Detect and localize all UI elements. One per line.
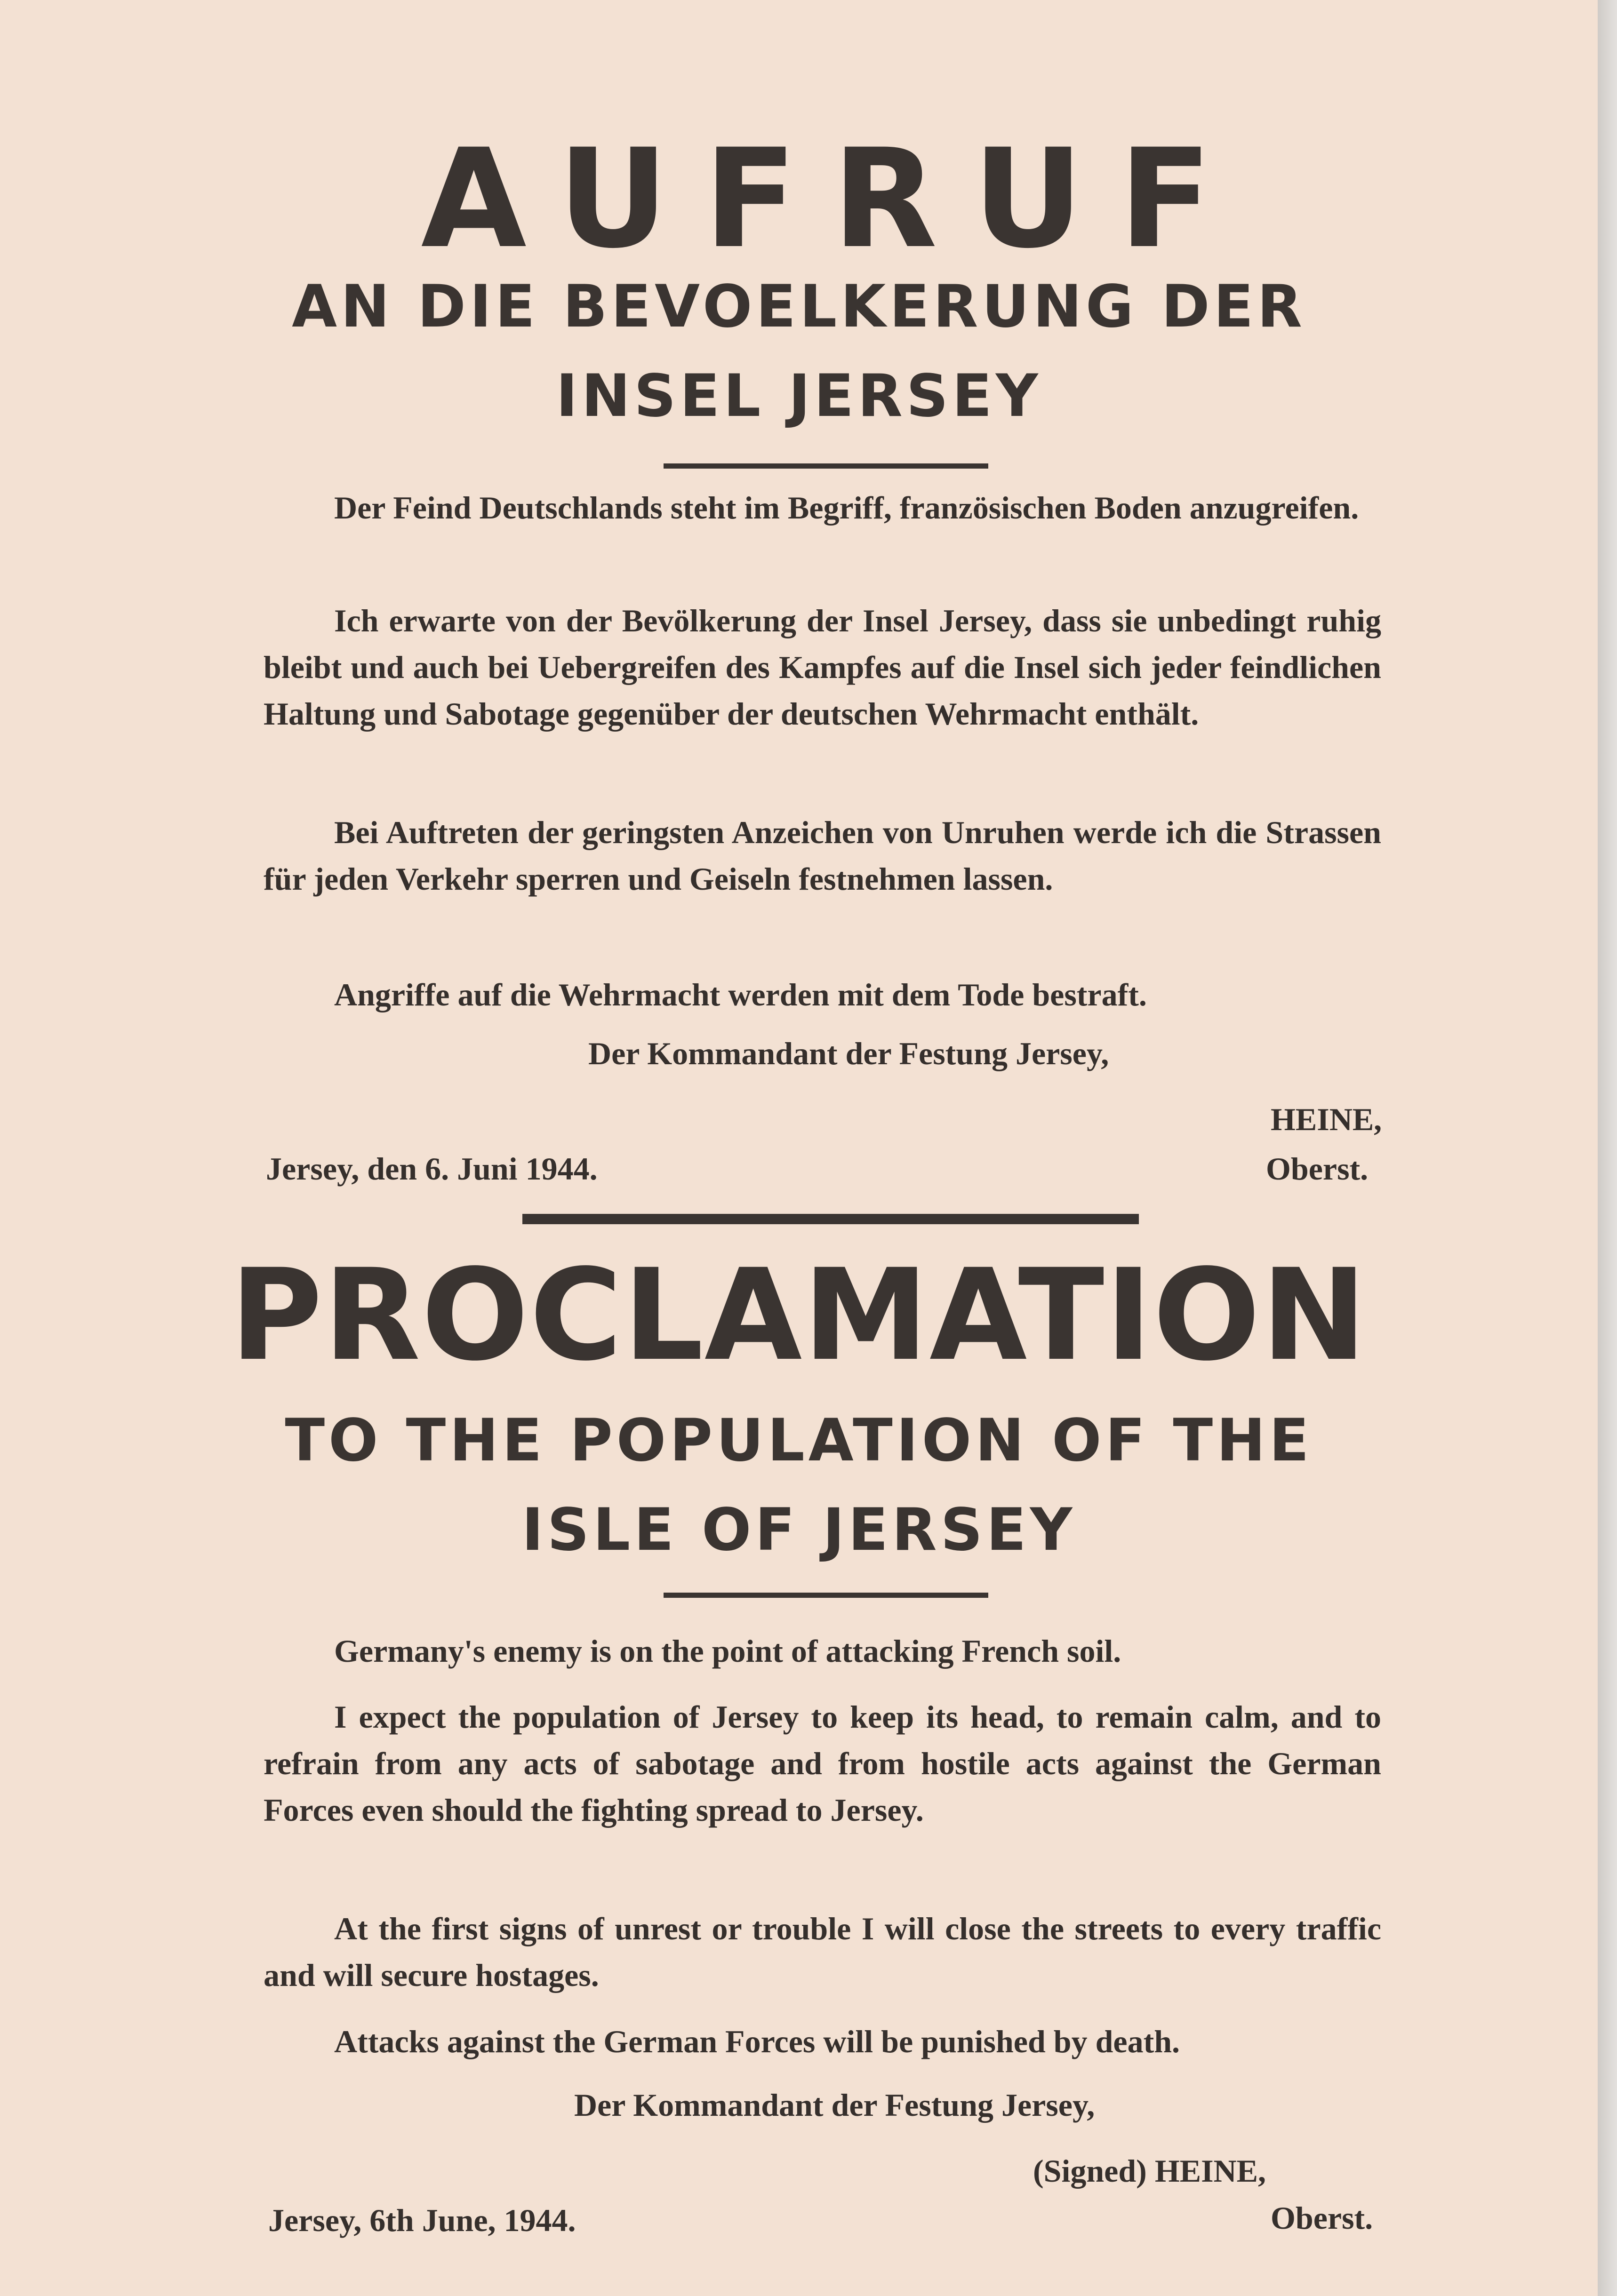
english-subtitle-line2: ISLE OF JERSEY — [521, 1496, 1076, 1564]
english-rank: Oberst. — [1271, 2200, 1373, 2236]
english-signature: (Signed) HEINE, — [1033, 2153, 1266, 2189]
german-rank: Oberst. — [1266, 1151, 1369, 1187]
german-paragraph-1: Der Feind Deutschlands steht im Begriff, französischen Boden anzugreifen. — [334, 490, 1359, 526]
german-subtitle-line1: AN DIE BEVOELKERUNG DER — [292, 273, 1306, 341]
english-title-divider — [664, 1593, 988, 1598]
english-paragraph-1: Germany's enemy is on the point of attacking French soil. — [334, 1633, 1121, 1669]
english-paragraph-4: Attacks against the German Forces will be punished by death. — [334, 2024, 1180, 2059]
german-signature: HEINE, — [1271, 1101, 1382, 1137]
german-date: Jersey, den 6. Juni 1944. — [266, 1151, 598, 1187]
english-paragraph-2: I expect the population of Jersey to keep its head, to remain calm, and to refrain from any acts of sabotage and from hostile acts against the German Forces even should the fighting spread to Jersey. — [264, 1699, 1381, 1828]
english-paragraph-3: At the first signs of unrest or trouble I will close the streets to every traffic and will secure hostages. — [264, 1911, 1381, 1993]
german-paragraph-3: Bei Auftreten der geringsten Anzeichen von Unruhen werde ich die Strassen für jeden Verkehr sperren und Geiseln festnehmen lassen. — [264, 814, 1381, 897]
page-edge-background — [1598, 0, 1617, 2296]
german-subtitle-line2: INSEL JERSEY — [556, 362, 1042, 430]
german-paragraph-4: Angriffe auf die Wehrmacht werden mit dem Tode bestraft. — [334, 977, 1147, 1012]
english-date: Jersey, 6th June, 1944. — [268, 2202, 576, 2238]
german-title: AUFRUF — [421, 120, 1248, 279]
german-paragraph-2: Ich erwarte von der Bevölkerung der Insel Jersey, dass sie unbedingt ruhig bleibt und auch bei Uebergreifen des Kampfes auf die Insel sich jeder feindlichen Haltung und Sabotage gegenüber der deutschen Wehrmacht enthält. — [264, 603, 1381, 732]
german-title-divider — [664, 463, 988, 469]
english-signatory-title: Der Kommandant der Festung Jersey, — [574, 2087, 1095, 2123]
english-subtitle-line1: TO THE POPULATION OF THE — [285, 1407, 1313, 1475]
section-divider — [522, 1214, 1139, 1224]
german-signatory-title: Der Kommandant der Festung Jersey, — [588, 1036, 1109, 1071]
english-title: PROCLAMATION — [230, 1242, 1368, 1389]
